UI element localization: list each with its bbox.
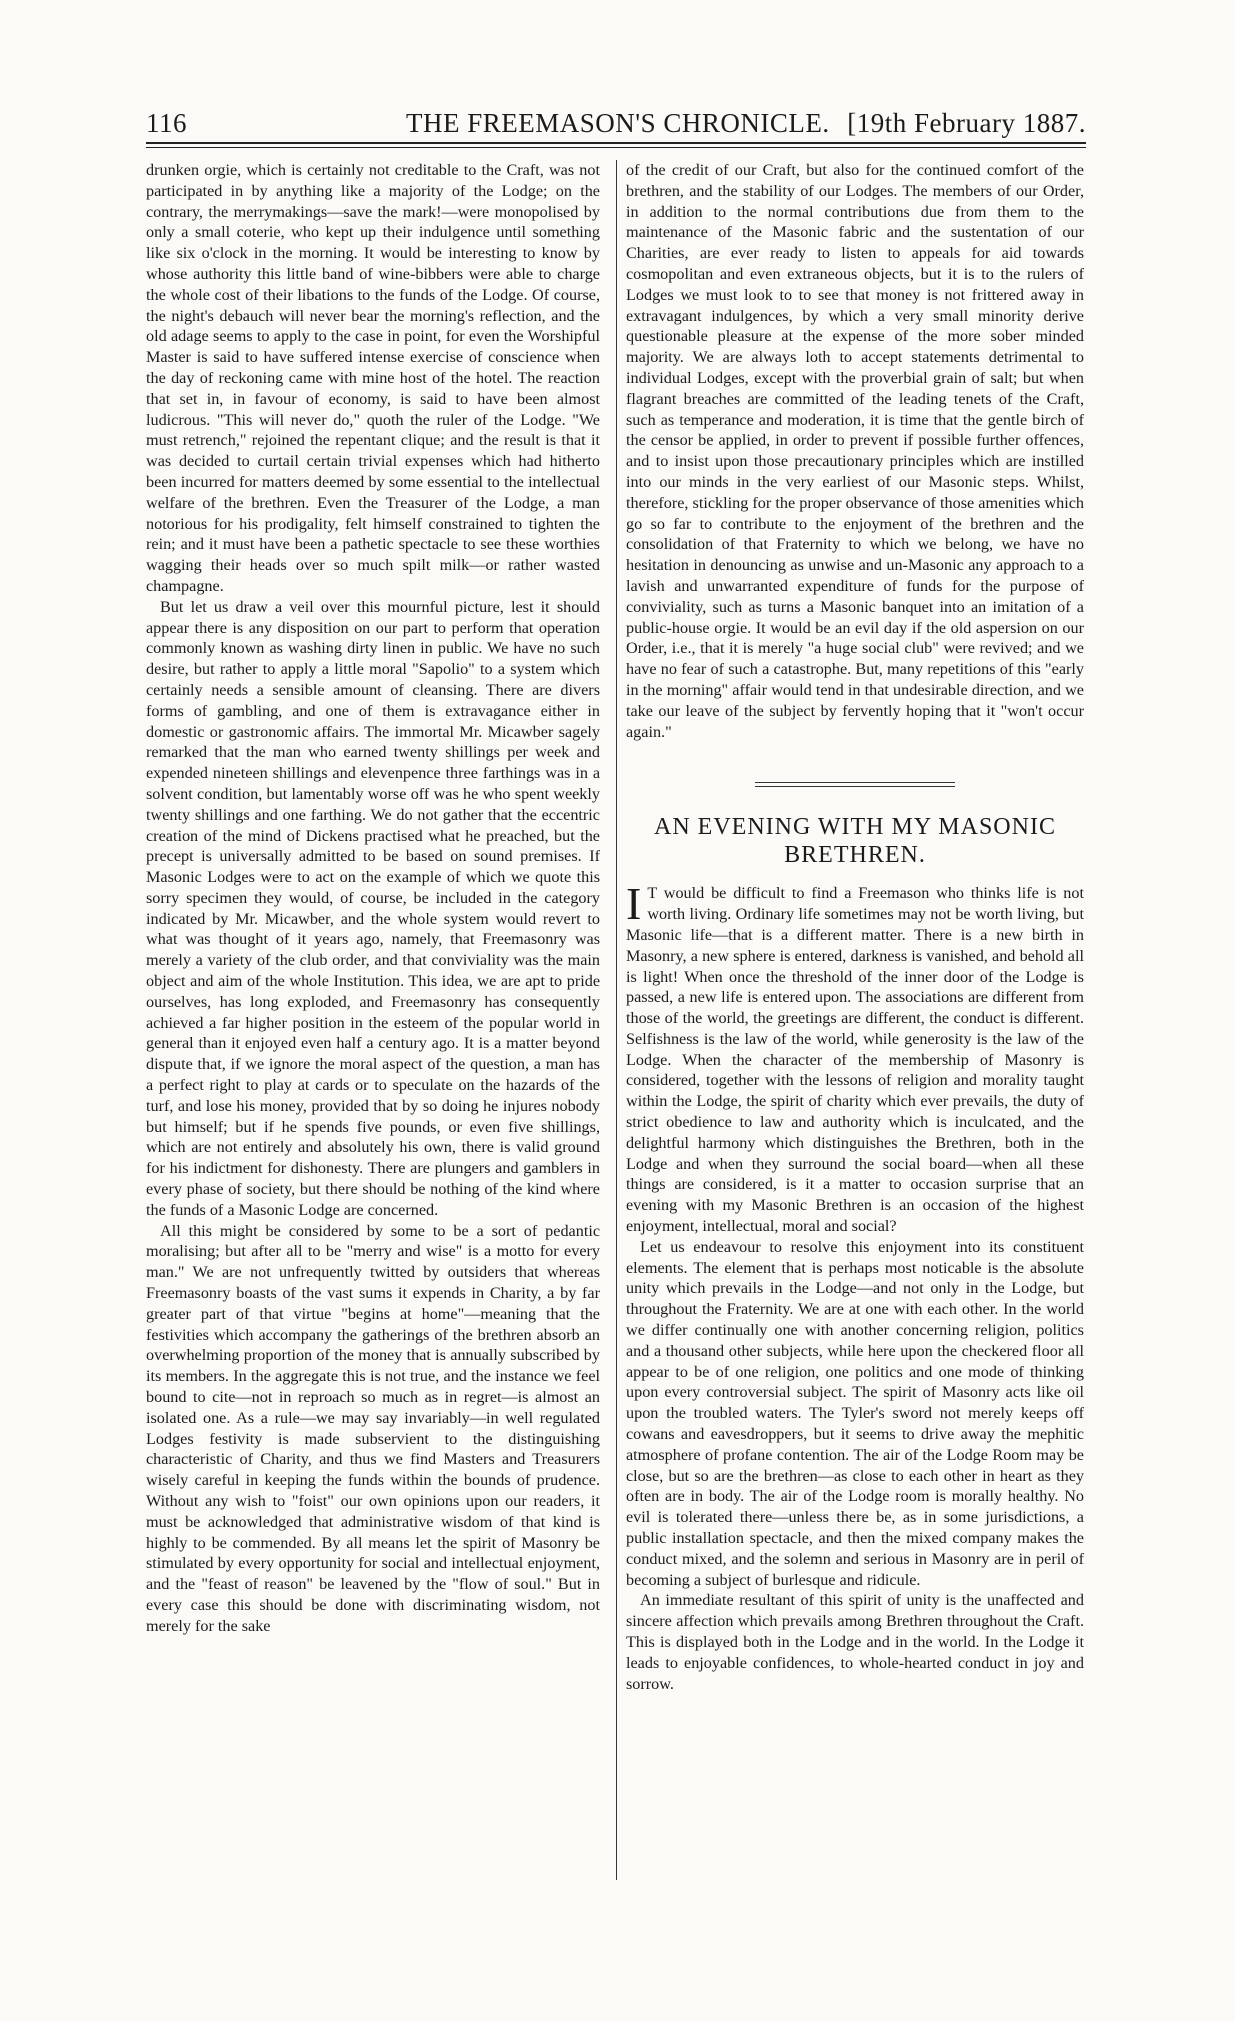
right-paragraph-1: of the credit of our Craft, but also for the continued comfort of the brethren, and the stability of our Lodges. The members of our Order, in addition to the normal contributions due from them to the maintenance of the Masonic fabric and the sustentation of our Charities, are ever ready to listen to appeals for aid towards cosmopolitan and even extraneous objects, but it is to the rulers of Lodges we must look to to see that money is not frittered away in extravagant indulgences, by which a very small minority derive questionable pleasure at the expense of the more sober minded majority. We are always loth to accept statements detrimental to individual Lodges, except with the proverbial grain of salt; but when flagrant breaches are committed of the leading tenets of the Craft, such as temperance and moderation, it is time that the gentle birch of the censor be applied, in order to prevent if possible further offences, and to insist upon those precautionary principles which are instilled into our minds in the very earliest of our Masonic steps. Whilst, therefore, stickling for the proper observance of those amenities which go so far to contribute to the enjoyment of the brethren and the consolidation of that Fraternity to which we belong, we have no hesitation in denouncing as unwise and un-Masonic any approach to a lavish and unwarranted expenditure of funds for the purpose of conviviality, such as turns a Masonic banquet into an imitation of a public-house orgie. It would be an evil day if the old aspersion on our Order, i.e., that it is merely "a huge social club" were revived; and we have no fear of such a catastrophe. But, many repetitions of this "early in the morning" affair would tend in that undesirable direction, and we take our leave of the subject by fervently hoping that it "won't occur again." (626, 161, 1084, 741)
article-first-paragraph (626, 878, 1084, 1237)
article-paragraph-2: Let us endeavour to resolve this enjoyment into its constituent elements. The element that is perhaps most noticable is the absolute unity which prevails in the Lodge—and not only in the Lodge, but throughout the Fraternity. We are at one with each other. In the world we differ continually one with another concerning religion, politics and a thousand other subjects, while here upon the checkered floor all appear to be of one religion, one politics and one mode of thinking upon every controversial subject. The spirit of Masonry acts like oil upon the troubled waters. The Tyler's sword not merely keeps off cowans and eavesdroppers, but it seems to drive away the mephitic atmosphere of profane contention. The air of the Lodge Room may be close, but so are the brethren—as close to each other in heart as they often are in body. The air of the Lodge room is morally healthy. No evil is tolerated there—unless there be, as in some jurisdictions, a public installation spectacle, and then the mixed company makes the conduct mixed, and the solemn and serious in Masonry are in peril of becoming a subject of burlesque and ridicule. (626, 1237, 1084, 1589)
drop-cap: I (626, 878, 642, 930)
left-paragraph-2: But let us draw a veil over this mournful picture, lest it should appear there is any disposition on our part to perform that operation commonly known as washing dirty linen in public. We have no such desire, but rather to apply a little moral "Sapolio" to a system which certainly needs a sensible amount of cleansing. There are divers forms of gambling, and one of them is extravagance either in domestic or gastronomic affairs. The immortal Mr. Micawber sagely remarked that the man who earned twenty shillings per week and expended nineteen shillings and elevenpence three farthings was in a solvent condition, but lamentably worse off was he who spent weekly twenty shillings and one farthing. We do not gather that the eccentric creation of the mind of Dickens practised what he preached, but the precept is universally admitted to be based on sound premises. If Masonic Lodges were to act on the example of which we quote this sorry specimen they would, of course, be included in the category indicated by Mr. Micawber, and the whole system would revert to what was thought of it years ago, namely, that Freemasonry was merely a variety of the club order, and that conviviality was the main object and aim of the whole Institution. This idea, we are apt to pride ourselves, has long exploded, and Freemasonry has consequently achieved a far higher position in the esteem of the popular world in general than it enjoyed even half a century ago. It is a matter beyond dispute that, if we ignore the moral aspect of the question, a man has a perfect right to play at cards or to speculate on the hazards of the turf, and lose his money, provided that by so doing he injures nobody but himself; but if he spends five pounds, or even five shillings, which are not entirely and absolutely his own, there is valid ground for his indictment for dishonesty. There are plungers and gamblers in every phase of society, but there should be nothing of the kind where the funds of a Masonic Lodge are concerned. (146, 597, 600, 1219)
issue-date: [19th February 1887. (847, 108, 1086, 138)
masthead-rule-thick (146, 142, 1086, 144)
left-paragraph-3: All this might be considered by some to be a sort of pedantic moralising; but after all to be "merry and wise" is a motto for every man." We are not unfrequently twitted by outsiders that whereas Freemasonry boasts of the vast sums it expends in Charity, a by far greater part of that virtue "begins at home"—meaning that the festivities which accompany the gatherings of the brethren absorb an overwhelming proportion of the money that is annually subscribed by its members. In the aggregate this is not true, and the instance we feel bound to cite—not in reproach so much as in regret—is almost an isolated one. As a rule—we may say invariably—in well regulated Lodges festivity is made subservient to the distinguishing characteristic of Charity, and thus we find Masters and Treasurers wisely careful in keeping the funds within the bounds of prudence. Without any wish to "foist" our own opinions upon our readers, it must be acknowledged that administrative wisdom of that kind is highly to be commended. By all means let the spirit of Masonry be stimulated by every opportunity for social and intellectual enjoyment, and the "feast of reason" be leavened by the "flow of soul." But in every case this should be done with discriminating wisdom, not merely for the sake (146, 1221, 600, 1635)
right-column (626, 160, 1084, 1694)
column-divider (616, 160, 617, 1880)
masthead (146, 108, 1086, 142)
left-column (146, 160, 600, 1637)
masthead-rule-thin (146, 147, 1086, 148)
left-paragraph-1: drunken orgie, which is certainly not creditable to the Craft, was not participated in by anything like a majority of the Lodge; on the contrary, the merrymakings—save the mark!—were monopolised by only a small coterie, who kept up their indulgence until something like six o'clock in the morning. It would be interesting to know by whose authority this little band of wine-bibbers were able to charge the whole cost of their libations to the funds of the Lodge. Of course, the night's debauch will never bear the morning's reflection, and the old adage seems to apply to the case in point, for even the Worshipful Master is said to have suffered intense exercise of conscience when the day of reckoning came with mine host of the hotel. The reaction that set in, in favour of economy, is said to have been almost ludicrous. "This will never do," quoth the ruler of the Lodge. "We must retrench," rejoined the repentant clique; and the result is that it was decided to curtail certain trivial expenses which had hitherto been incurred for matters deemed by some essential to the intellectual welfare of the brethren. Even the Treasurer of the Lodge, a man notorious for his prodigality, felt himself constrained to tighten the rein; and it must have been a pathetic spectacle to see these worthies wagging their heads over so much spilt milk—or rather wasted champagne. (146, 161, 600, 595)
article-headline: AN EVENING WITH MY MASONIC BRETHREN. (654, 814, 1056, 869)
article-paragraph-3: An immediate resultant of this spirit of unity is the unaffected and sincere affection which prevails among Brethren throughout the Craft. This is displayed both in the Lodge and in the world. In the Lodge it leads to enjoyable confidences, to whole-hearted conduct in joy and sorrow. (626, 1591, 1084, 1693)
newspaper-title: THE FREEMASON'S CHRONICLE. (406, 108, 830, 138)
page-number: 116 (146, 108, 187, 138)
article-separator (755, 782, 955, 787)
article-first-paragraph-text: T would be difficult to find a Freemason who thinks life is not worth living. Ordinary life sometimes may not be worth living, but Masonic life—that is a different matter. There is a new birth in Masonry, a new sphere is entered, darkness is vanished, and behold all is light! When once the threshold of the inner door of the Lodge is passed, a new life is entered upon. The associations are different from those of the world, the greetings are different, the conduct is different. Selfishness is the law of the world, while generosity is the law of the Lodge. When the character of the membership of Masonry is considered, together with the lessons of religion and morality taught within the Lodge, the spirit of charity which ever prevails, the duty of strict obedience to law and authority which is inculcated, and the delightful harmony which distinguishes the Brethren, both in the Lodge and when they surround the social board—when all these things are considered, is it a matter to occasion surprise that an evening with my Masonic Brethren is an occasion of the highest enjoyment, intellectual, moral and social? (626, 884, 1084, 1236)
